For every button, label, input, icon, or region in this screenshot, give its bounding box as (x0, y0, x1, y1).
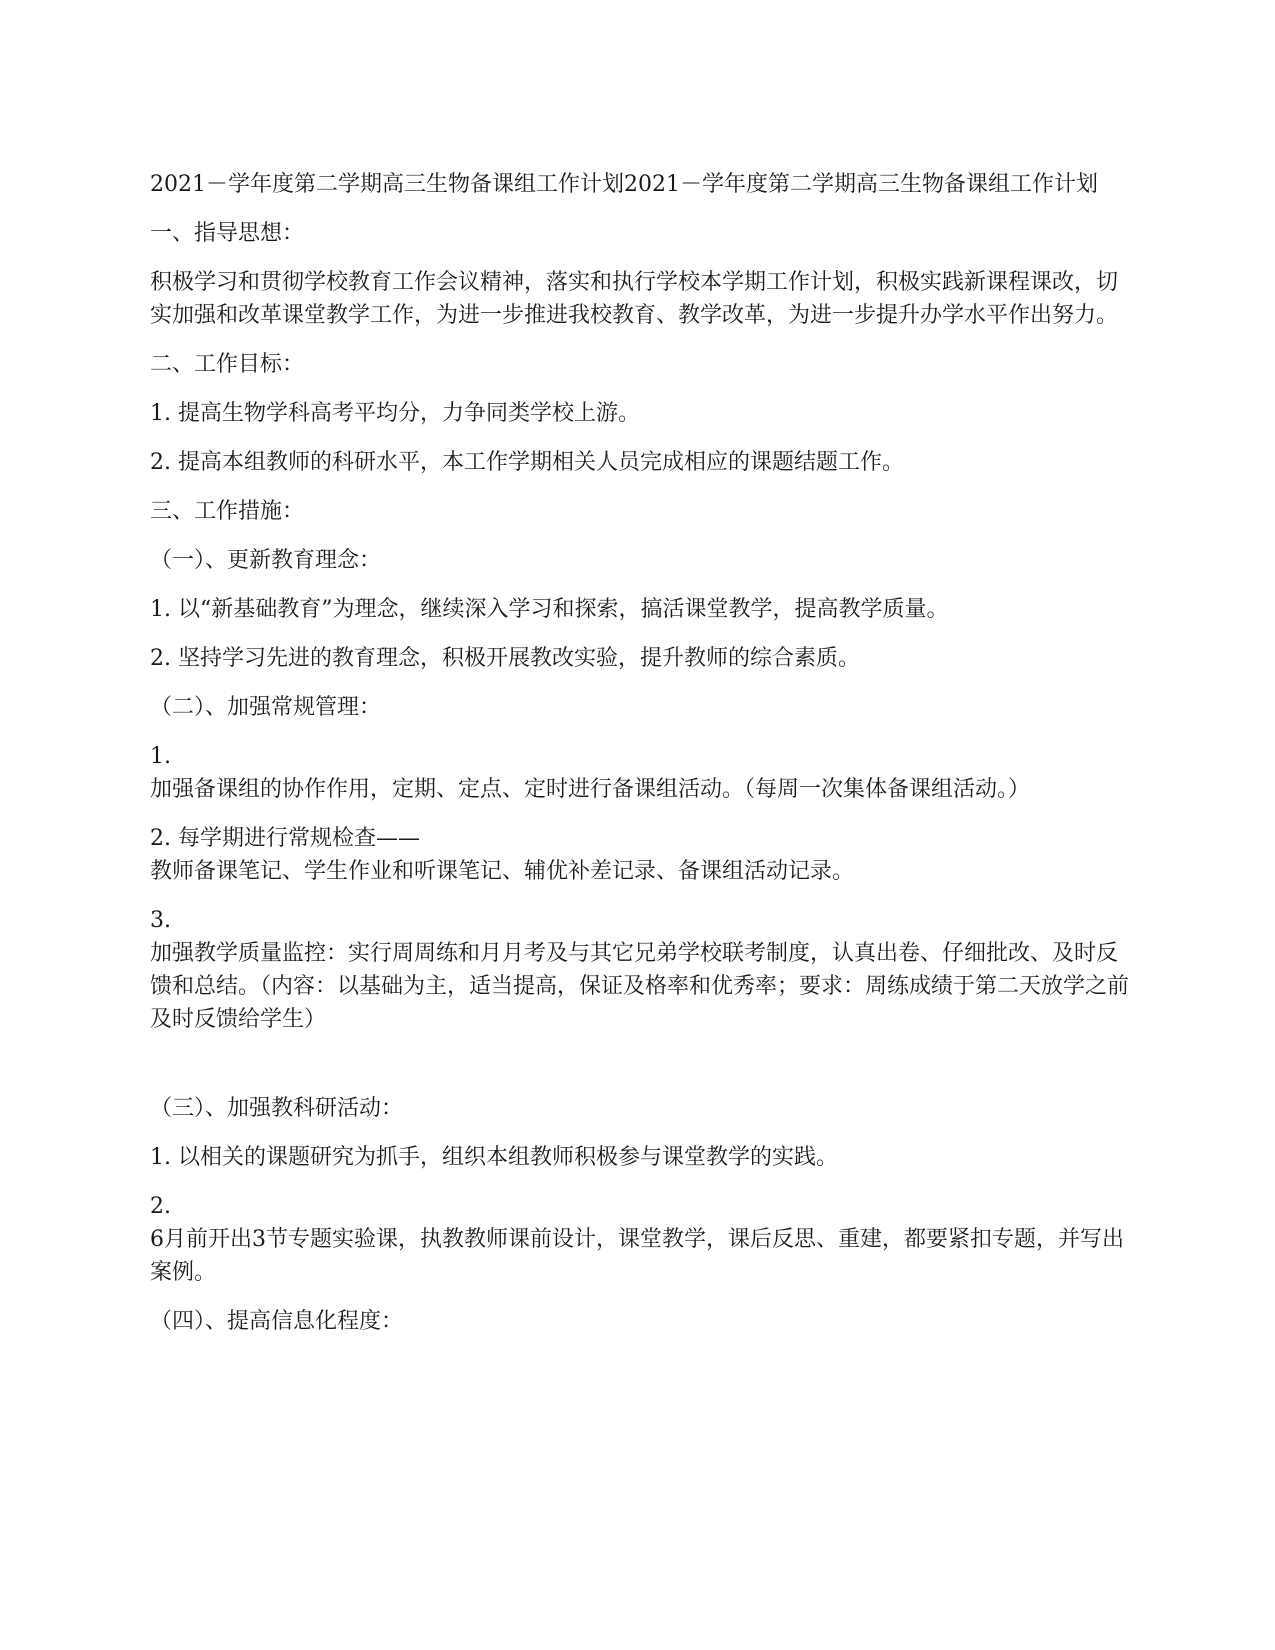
concept-item-2: 2. 坚持学习先进的教育理念，积极开展教改实验，提升教师的综合素质。 (150, 646, 860, 671)
management-item-1-number: 1. (150, 744, 171, 769)
management-item-1-text: 加强备课组的协作作用，定期、定点、定时进行备课组活动。（每周一次集体备课组活动。） (150, 777, 1031, 802)
goal-item-2: 2. 提高本组教师的科研水平，本工作学期相关人员完成相应的课题结题工作。 (150, 450, 904, 475)
management-item-3-text: 加强教学质量监控：实行周周练和月月考及与其它兄弟学校联考制度，认真出卷、仔细批改、及时反馈和总结。（内容：以基础为主，适当提高，保证及格率和优秀率；要求：周练成绩于第二天放学之前及时反馈给学生） (150, 941, 1130, 1032)
management-item-1 (150, 740, 1130, 806)
document-title: 2021－学年度第二学期高三生物备课组工作计划2021－学年度第二学期高三生物备课组工作计划 (150, 172, 1098, 197)
goal-item-1: 1. 提高生物学科高考平均分，力争同类学校上游。 (150, 401, 640, 426)
management-item-3 (150, 904, 1130, 1036)
management-item-2 (150, 822, 1130, 888)
section-body-guiding-thought: 积极学习和贯彻学校教育工作会议精神，落实和执行学校本学期工作计划，积极实践新课程课改，切实加强和改革课堂教学工作，为进一步推进我校教育、教学改革，为进一步提升办学水平作出努力。 (150, 270, 1119, 328)
section-heading-goals: 二、工作目标： (150, 352, 305, 377)
subsection-heading-informatization: （四）、提高信息化程度： (150, 1309, 404, 1334)
management-item-3-number: 3. (150, 908, 171, 933)
management-item-2-number: 2. 每学期进行常规检查—— (150, 826, 420, 851)
management-item-2-text: 教师备课笔记、学生作业和听课笔记、辅优补差记录、备课组活动记录。 (150, 859, 855, 884)
document-page (150, 168, 1130, 1354)
blank-spacer (150, 1052, 1130, 1092)
subsection-heading-routine-management: （二）、加强常规管理： (150, 695, 382, 720)
subsection-heading-research-activities: （三）、加强教科研活动： (150, 1096, 404, 1121)
research-item-1: 1. 以相关的课题研究为抓手，组织本组教师积极参与课堂教学的实践。 (150, 1145, 838, 1170)
research-item-2 (150, 1190, 1130, 1289)
concept-item-1: 1. 以“新基础教育”为理念，继续深入学习和探索，搞活课堂教学，提高教学质量。 (150, 597, 949, 622)
section-heading-measures: 三、工作措施： (150, 499, 305, 524)
research-item-2-text: 6月前开出3节专题实验课，执教教师课前设计，课堂教学，课后反思、重建，都要紧扣专题，并写出案例。 (150, 1227, 1124, 1285)
section-heading-guiding-thought: 一、指导思想： (150, 221, 305, 246)
research-item-2-number: 2. (150, 1194, 171, 1219)
subsection-heading-education-concept: （一）、更新教育理念： (150, 548, 382, 573)
